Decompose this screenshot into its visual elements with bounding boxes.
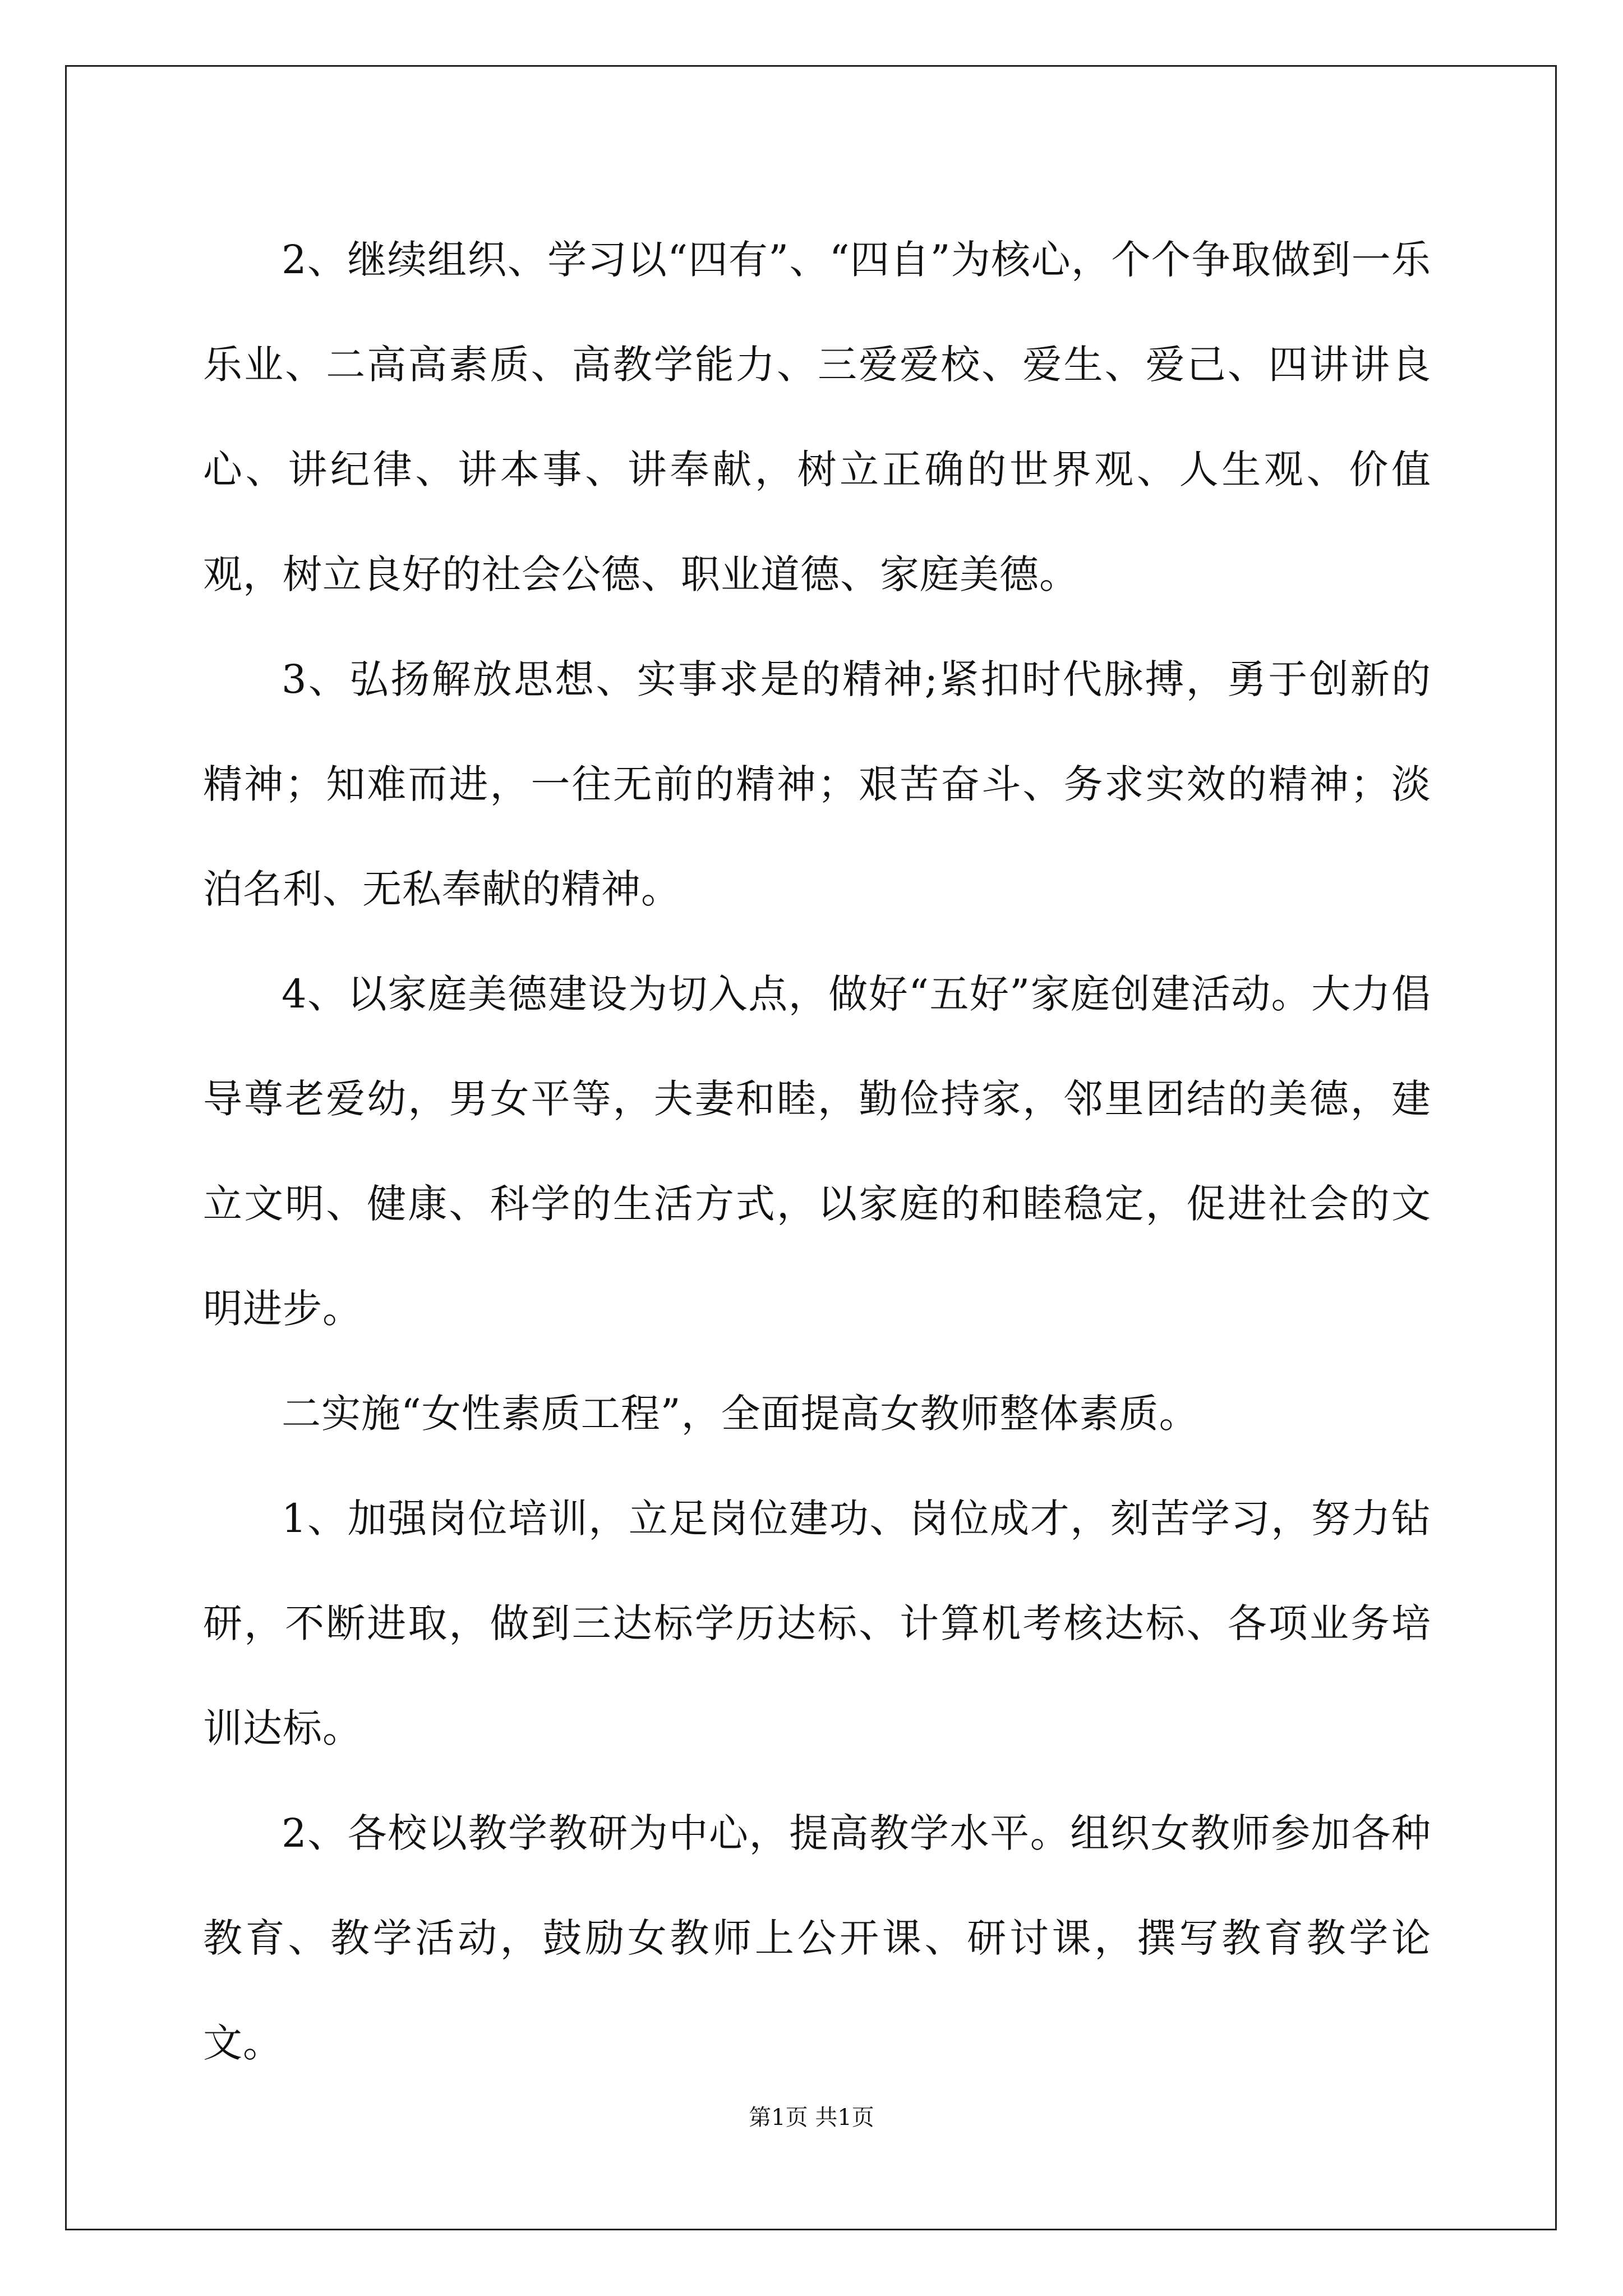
paragraph-4: 二实施“女性素质工程”，全面提高女教师整体素质。 (282, 1391, 1199, 1437)
paragraph-1: 2、继续组织、学习以“四有”、“四自”为核心，个个争取做到一乐乐业、二高高素质、高教学能力、三爱爱校、爱生、爱己、四讲讲良心、讲纪律、讲本事、讲奉献，树立正确的世界观、人生观、价值观，树立良好的社会公德、职业道德、家庭美德。 (203, 237, 1431, 597)
paragraph-6: 2、各校以教学教研为中心，提高教学水平。组织女教师参加各种教育、教学活动，鼓励女教师上公开课、研讨课，撰写教育教学论文。 (203, 1810, 1431, 2066)
document-body (203, 208, 1431, 2096)
paragraph-3: 4、以家庭美德建设为切入点，做好“五好”家庭创建活动。大力倡导尊老爱幼，男女平等，夫妻和睦，勤俭持家，邻里团结的美德，建立文明、健康、科学的生活方式，以家庭的和睦稳定，促进社会的文明进步。 (203, 971, 1431, 1332)
page-footer: 第1页 共1页 (749, 2105, 874, 2131)
paragraph-5: 1、加强岗位培训，立足岗位建功、岗位成才，刻苦学习，努力钻研，不断进取，做到三达标学历达标、计算机考核达标、各项业务培训达标。 (203, 1496, 1431, 1751)
paragraph-2: 3、弘扬解放思想、实事求是的精神;紧扣时代脉搏，勇于创新的精神；知难而进，一往无前的精神；艰苦奋斗、务求实效的精神；淡泊名利、无私奉献的精神。 (203, 656, 1431, 912)
